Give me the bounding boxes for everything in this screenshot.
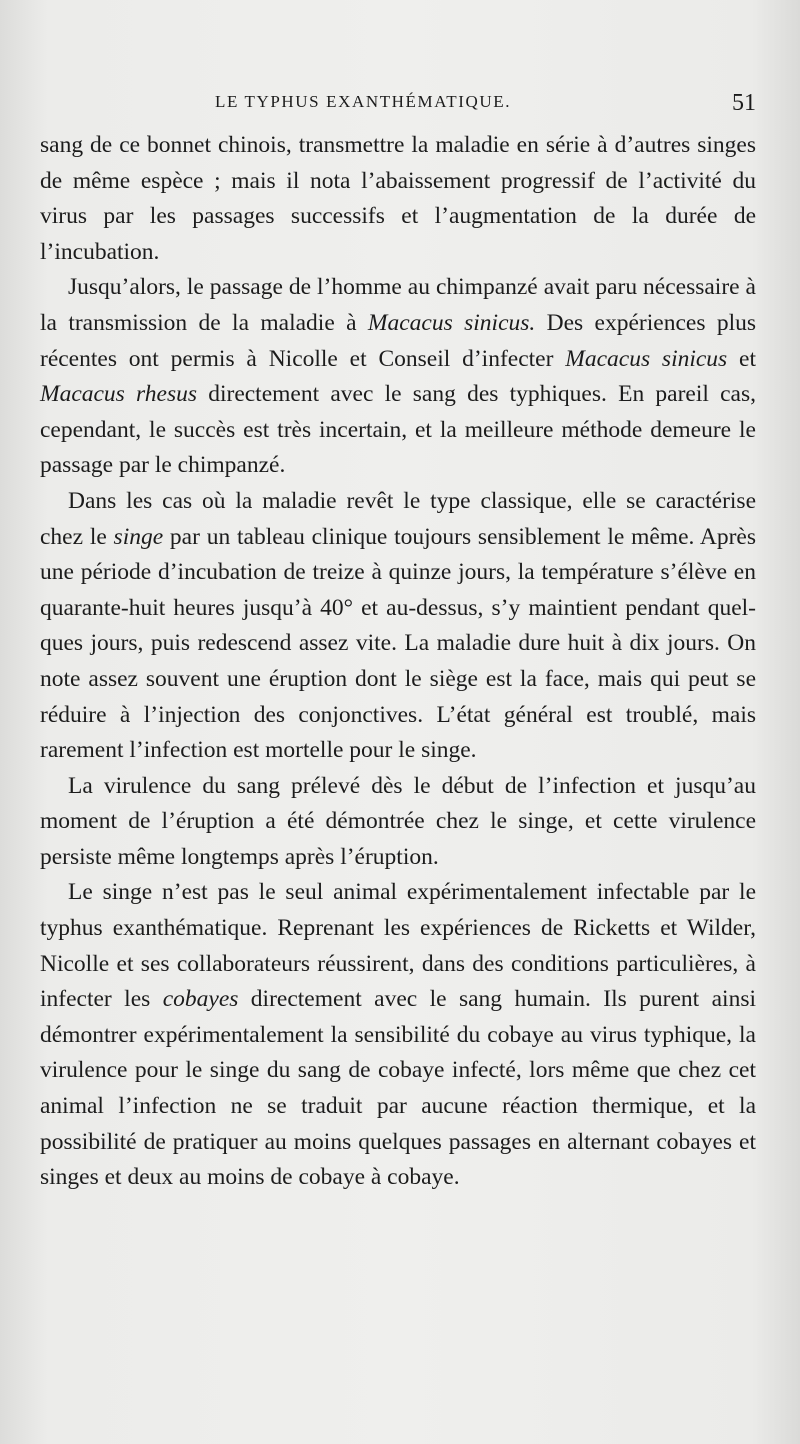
text-run: par un tableau clinique toujours sensiblement le même. Après une période d’incubation de treize à quinze jours, la température s’élève en quarante-huit heures jusqu’à 40° et au-dessus, s’y maintient pendant quelques jours, puis redescend assez vite. La maladie dure huit à dix jours. On note assez souvent une éruption dont le siège est la face, mais qui peut se réduire à l’injection des conjonctives. L’état général est troublé, mais rarement l’infection est mortelle pour le singe.	[40, 523, 756, 764]
paragraph-p1	[40, 128, 756, 270]
italic-run: Macacus rhesus	[40, 381, 197, 408]
italic-run: Macacus sinicus	[565, 345, 728, 372]
text-run: directement avec le sang humain. Ils purent ainsi démontrer expérimentalement la sensibilité du cobaye au virus typhique, la virulence pour le singe du sang de cobaye infecté, lors même que chez cet animal l’infection ne se traduit par aucune réaction thermique, et la possibilité de pratiquer au moins quelques passages en alternant cobayes et singes et deux au moins de cobaye à cobaye.	[40, 986, 757, 1191]
page-header	[40, 90, 756, 120]
paragraph-p3	[40, 484, 756, 769]
paragraph-p2	[40, 270, 756, 484]
italic-run: singe	[113, 523, 164, 550]
text-run: et	[727, 345, 756, 372]
text-run: La virulence du sang prélevé dès le début de l’infection et jusqu’au moment de l’éruption a été démontrée chez le singe, et cette virulence persiste même longtemps après l’éruption.	[40, 772, 756, 870]
text-run: directement avec le sang des typhiques. En pareil cas, cependant, le succès est très incertain, et la meilleure méthode demeure le passage par le chimpanzé.	[40, 381, 756, 479]
body-text	[40, 128, 756, 1196]
text-run: Le singe n’est pas le seul animal expérimentalement infectable par le typhus exanthématique. Reprenant les expériences de Ricketts et Wilder, Nicolle et ses collaborateurs réussirent, dans des conditions particulières, à infecter les	[40, 879, 756, 1013]
paragraph-p5	[40, 875, 756, 1195]
italic-run: Macacus sinicus.	[367, 309, 536, 336]
page-number: 51	[732, 90, 756, 116]
text-run: Dans les cas où la maladie revêt le type classique, elle se caractérise chez le	[40, 487, 756, 550]
text-run: Jusqu’alors, le passage de l’homme au chimpanzé avait paru nécessaire à la transmission de la maladie à	[40, 274, 756, 336]
text-run: Des expériences plus récentes ont permis à Nicolle et Conseil d’infecter	[40, 309, 757, 372]
text-run: sang de ce bonnet chinois, transmettre la maladie en série à d’autres singes de même espèce ; mais il nota l’abaissement progressif de l’activité du virus par les passages successifs et l’augmentation de la durée de l’incubation.	[40, 132, 756, 265]
running-title: LE TYPHUS EXANTHÉMATIQUE.	[215, 92, 512, 111]
paragraph-p4	[40, 769, 756, 876]
italic-run: cobayes	[162, 986, 239, 1013]
